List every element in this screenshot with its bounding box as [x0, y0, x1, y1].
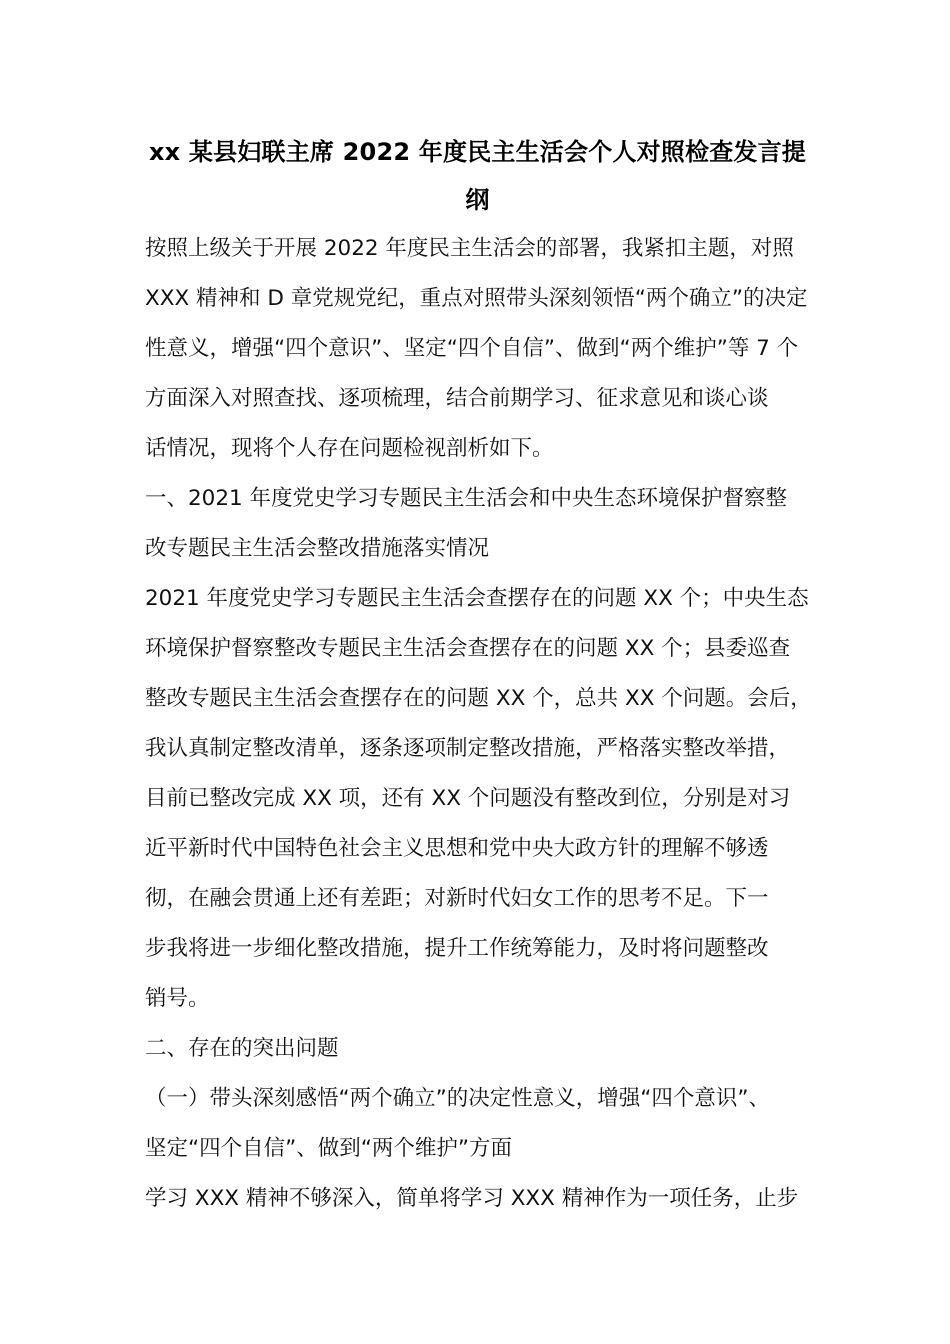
title-line: 纲 [465, 186, 490, 214]
text-line: 性意义，增强“四个意识”、坚定“四个自信”、做到“两个维护”等 7 个 [145, 336, 799, 361]
text-line: 近平新时代中国特色社会主义思想和党中央大政方针的理解不够透 [145, 836, 769, 861]
text-line: 我认真制定整改清单，逐条逐项制定整改措施，严格落实整改举措， [145, 736, 791, 761]
text-line: XXX 精神和 D 章党规党纪，重点对照带头深刻领悟“两个确立”的决定 [145, 286, 808, 311]
section-1-heading [145, 474, 810, 574]
text-line: 方面深入对照查找、逐项梳理，结合前期学习、征求意见和谈心谈 [145, 386, 769, 411]
text-line: 一、2021 年度党史学习专题民主生活会和中央生态环境保护督察整 [145, 486, 788, 511]
text-line: 二、存在的突出问题 [145, 1036, 339, 1061]
text-line: 整改专题民主生活会查摆存在的问题 XX 个，总共 XX 个问题。会后， [145, 686, 812, 711]
intro-paragraph [145, 224, 810, 474]
text-line: 目前已整改完成 XX 项，还有 XX 个问题没有整改到位，分别是对习 [145, 786, 791, 811]
section-2-heading [145, 1024, 810, 1074]
text-line: 改专题民主生活会整改措施落实情况 [145, 536, 490, 561]
text-line: 步我将进一步细化整改措施，提升工作统筹能力，及时将问题整改 [145, 936, 769, 961]
text-line: 话情况，现将个人存在问题检视剖析如下。 [145, 436, 554, 461]
title-line: xx 某县妇联主席 2022 年度民主生活会个人对照检查发言提 [148, 138, 807, 166]
text-line: 学习 XXX 精神不够深入，简单将学习 XXX 精神作为一项任务，止步 [145, 1186, 799, 1211]
text-line: 环境保护督察整改专题民主生活会查摆存在的问题 XX 个；县委巡查 [145, 636, 791, 661]
subsection-1-body [145, 1174, 810, 1224]
text-line: 按照上级关于开展 2022 年度民主生活会的部署，我紧扣主题，对照 [145, 236, 794, 261]
text-line: （一）带头深刻感悟“两个确立”的决定性意义，增强“四个意识”、 [145, 1086, 771, 1111]
text-line: 2021 年度党史学习专题民主生活会查摆存在的问题 XX 个；中央生态 [145, 586, 809, 611]
subsection-1-heading [145, 1074, 810, 1174]
document-title [145, 128, 810, 224]
text-line: 销号。 [145, 986, 210, 1011]
text-line: 彻，在融会贯通上还有差距；对新时代妇女工作的思考不足。下一 [145, 886, 769, 911]
section-1-body [145, 574, 810, 1024]
document-content [145, 128, 810, 1224]
text-line: 坚定“四个自信”、做到“两个维护”方面 [145, 1136, 513, 1161]
